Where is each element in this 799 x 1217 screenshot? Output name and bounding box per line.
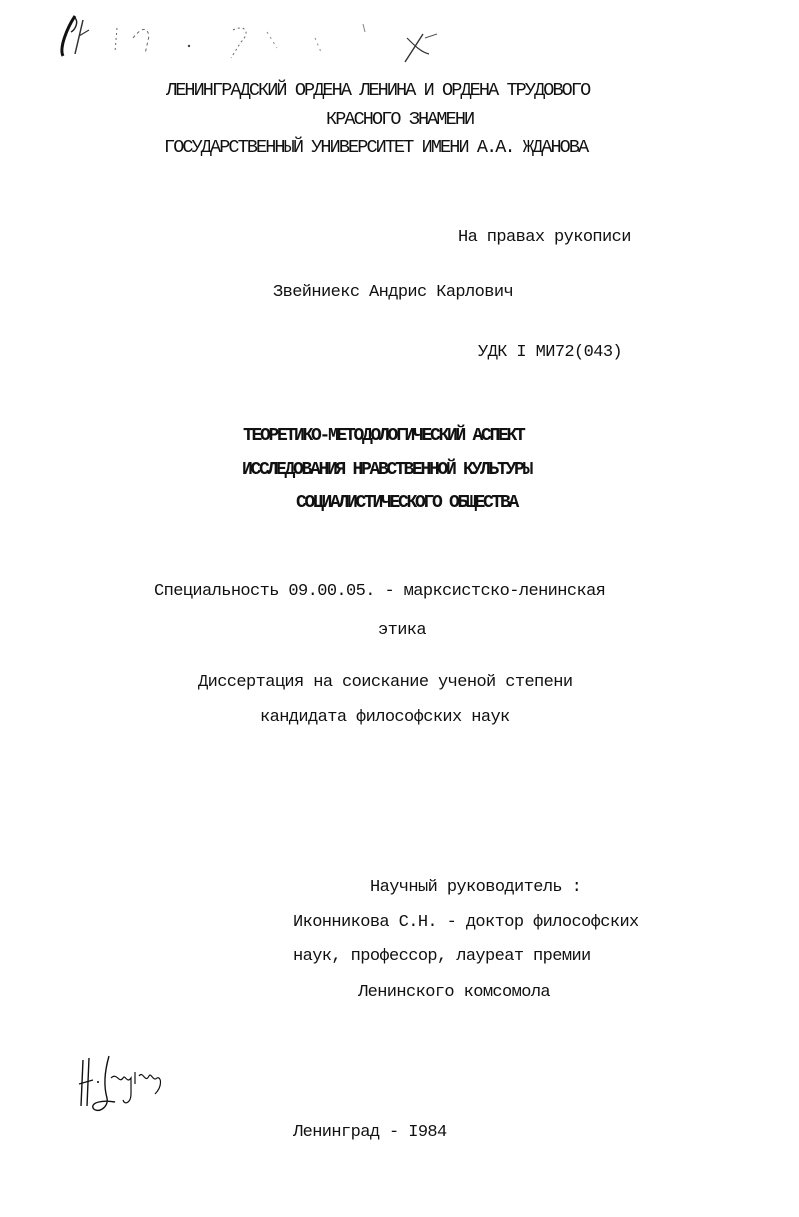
author-name: Звейниекс Андрис Карлович [273, 283, 514, 302]
place-and-year: Ленинград - I984 [293, 1123, 447, 1142]
degree-line-1: Диссертация на соискание ученой степени [198, 673, 573, 692]
institution-line-1: ЛЕНИНГРАДСКИЙ ОРДЕНА ЛЕНИНА И ОРДЕНА ТРУДОВОГО [166, 80, 590, 101]
title-line-3: СОЦИАЛИСТИЧЕСКОГО ОБЩЕСТВА [296, 493, 518, 513]
institution-line-3: ГОСУДАРСТВЕННЫЙ УНИВЕРСИТЕТ ИМЕНИ А.А. ЖДАНОВА [164, 137, 588, 158]
degree-line-2: кандидата философских наук [260, 708, 510, 727]
archive-handwritten-mark [45, 8, 445, 68]
supervisor-line-1: Иконникова С.Н. - доктор философских [293, 913, 639, 932]
title-line-2: ИССЛЕДОВАНИЯ НРАВСТВЕННОЙ КУЛЬТУРЫ [242, 460, 532, 480]
supervisor-line-2: наук, профессор, лауреат премии [293, 947, 591, 966]
specialty-line-2: этика [378, 621, 427, 640]
title-line-1: ТЕОРЕТИКО-МЕТОДОЛОГИЧЕСКИЙ АСПЕКТ [243, 426, 524, 446]
author-signature [75, 1050, 175, 1120]
institution-line-2: КРАСНОГО ЗНАМЕНИ [326, 109, 474, 130]
supervisor-label: Научный руководитель : [370, 878, 582, 897]
manuscript-rights-note: На правах рукописи [458, 228, 631, 247]
specialty-line-1: Специальность 09.00.05. - марксистско-ленинская [154, 582, 606, 601]
supervisor-line-3: Ленинского комсомола [358, 983, 551, 1002]
udc-code: УДК I МИ72(043) [478, 343, 623, 362]
